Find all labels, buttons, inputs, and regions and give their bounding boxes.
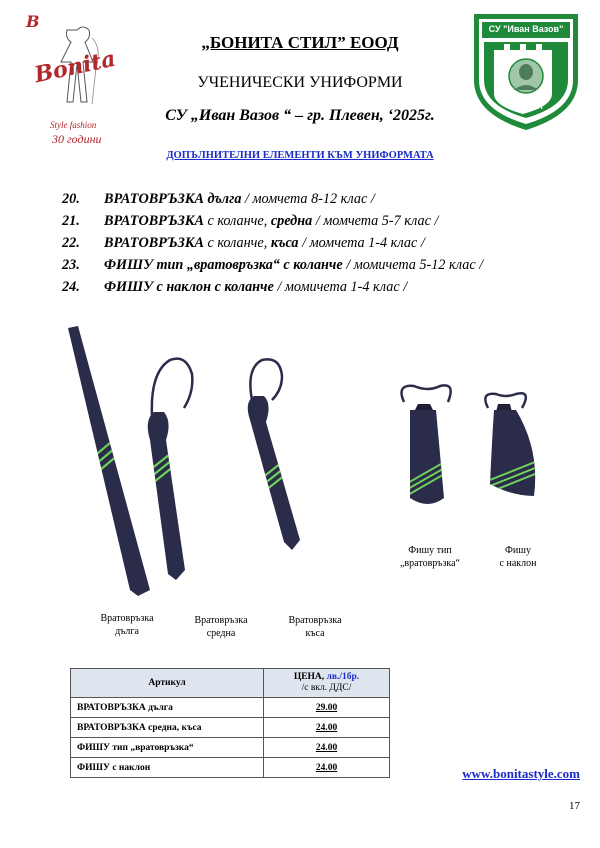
item-name: ВРАТОВРЪЗКА — [104, 213, 204, 229]
logo-tagline: Style fashion — [50, 120, 97, 130]
fichu-slant-icon — [485, 393, 540, 496]
item-detail: / момчета 1-4 клас / — [298, 235, 425, 251]
price-header-vat: /с вкл. ДДС/ — [301, 683, 352, 693]
caption-line: Вратовръзка — [194, 615, 248, 626]
item-extra: с коланче, — [203, 213, 271, 229]
bonita-logo — [22, 12, 132, 162]
caption-line: „вратовръзка“ — [399, 558, 460, 569]
table-row — [71, 758, 390, 778]
item-detail: / момчета 5-7 клас / — [312, 213, 439, 229]
item-detail: / момичета 5-12 клас / — [342, 257, 484, 273]
item-number: 23. — [62, 257, 80, 273]
fichu-tie-icon — [402, 385, 451, 504]
item-number: 24. — [62, 279, 80, 295]
article-cell: ФИШУ тип „вратовръзка“ — [71, 738, 264, 758]
website-link[interactable]: www.bonitastyle.com — [462, 766, 580, 781]
caption-line: Фишу тип — [408, 545, 452, 556]
document-subtitle: УЧЕНИЧЕСКИ УНИФОРМИ — [197, 74, 403, 91]
item-name: ФИШУ тип „вратовръзка“ с коланче — [104, 257, 343, 273]
table-row — [71, 718, 390, 738]
caption-line: Вратовръзка — [288, 615, 342, 626]
item-extra: с коланче, — [203, 235, 271, 251]
article-cell: ВРАТОВРЪЗКА средна, къса — [71, 718, 264, 738]
school-line: СУ „Иван Вазов “ – гр. Плевен, ‘2025г. — [165, 107, 435, 124]
school-crest — [470, 10, 582, 134]
price-header-unit: лв./1бр. — [326, 672, 360, 682]
item-name: ФИШУ с наклон с коланче — [104, 279, 274, 295]
caption-line: с наклон — [499, 558, 537, 569]
page-number: 17 — [569, 800, 580, 812]
caption-fichu-tie — [388, 544, 472, 570]
caption-line: Вратовръзка — [100, 613, 154, 624]
price-cell — [264, 718, 390, 738]
ties-illustration — [0, 300, 600, 620]
price-value: 24.00 — [315, 762, 338, 773]
list-item — [62, 188, 582, 210]
item-number: 20. — [62, 191, 80, 207]
item-number: 21. — [62, 213, 80, 229]
price-cell — [264, 738, 390, 758]
company-name: „БОНИТА СТИЛ” ЕООД — [201, 33, 399, 52]
price-value: 24.00 — [315, 742, 338, 753]
crest-bottom-text: ПЛЕВЕН — [509, 102, 543, 111]
caption-medium-tie — [186, 614, 256, 640]
price-cell — [264, 758, 390, 778]
item-size: къса — [270, 235, 299, 251]
list-item — [62, 210, 582, 232]
caption-line: дълга — [115, 626, 139, 637]
table-row — [71, 738, 390, 758]
list-item — [62, 254, 582, 276]
list-item — [62, 276, 582, 298]
item-name: ВРАТОВРЪЗКА — [104, 235, 204, 251]
caption-line: средна — [206, 628, 236, 639]
article-cell: ФИШУ с наклон — [71, 758, 264, 778]
section-title: ДОПЪЛНИТЕЛНИ ЕЛЕМЕНТИ КЪМ УНИФОРМАТА — [166, 150, 434, 161]
price-value: 29.00 — [315, 702, 338, 713]
item-name: ВРАТОВРЪЗКА — [104, 191, 204, 207]
table-header-row — [71, 669, 390, 698]
logo-brand: Bonita — [32, 45, 118, 89]
table-row — [71, 698, 390, 718]
item-detail: / момичета 1-4 клас / — [273, 279, 408, 295]
caption-fichu-slant — [488, 544, 548, 570]
list-item — [62, 232, 582, 254]
price-header-label: ЦЕНА, — [293, 672, 327, 682]
long-tie-icon — [68, 326, 150, 596]
item-number: 22. — [62, 235, 80, 251]
item-list — [62, 188, 582, 298]
caption-line: Фишу — [505, 545, 531, 556]
medium-tie-icon — [148, 359, 194, 580]
price-value: 24.00 — [315, 722, 338, 733]
column-header-price — [264, 669, 390, 698]
price-table — [70, 668, 390, 778]
item-extra: дълга — [203, 191, 242, 207]
caption-short-tie — [280, 614, 350, 640]
logo-letter: B — [26, 12, 40, 31]
caption-long-tie — [92, 612, 162, 638]
logo-years: 30 години — [52, 132, 102, 146]
article-cell: ВРАТОВРЪЗКА дълга — [71, 698, 264, 718]
price-cell — [264, 698, 390, 718]
caption-line: къса — [305, 628, 325, 639]
item-detail: / момчета 8-12 клас / — [241, 191, 375, 207]
column-header-article: Артикул — [71, 669, 264, 698]
crest-top-text: СУ "Иван Вазов" — [488, 24, 564, 34]
short-tie-icon — [248, 359, 304, 550]
item-size: средна — [270, 213, 313, 229]
